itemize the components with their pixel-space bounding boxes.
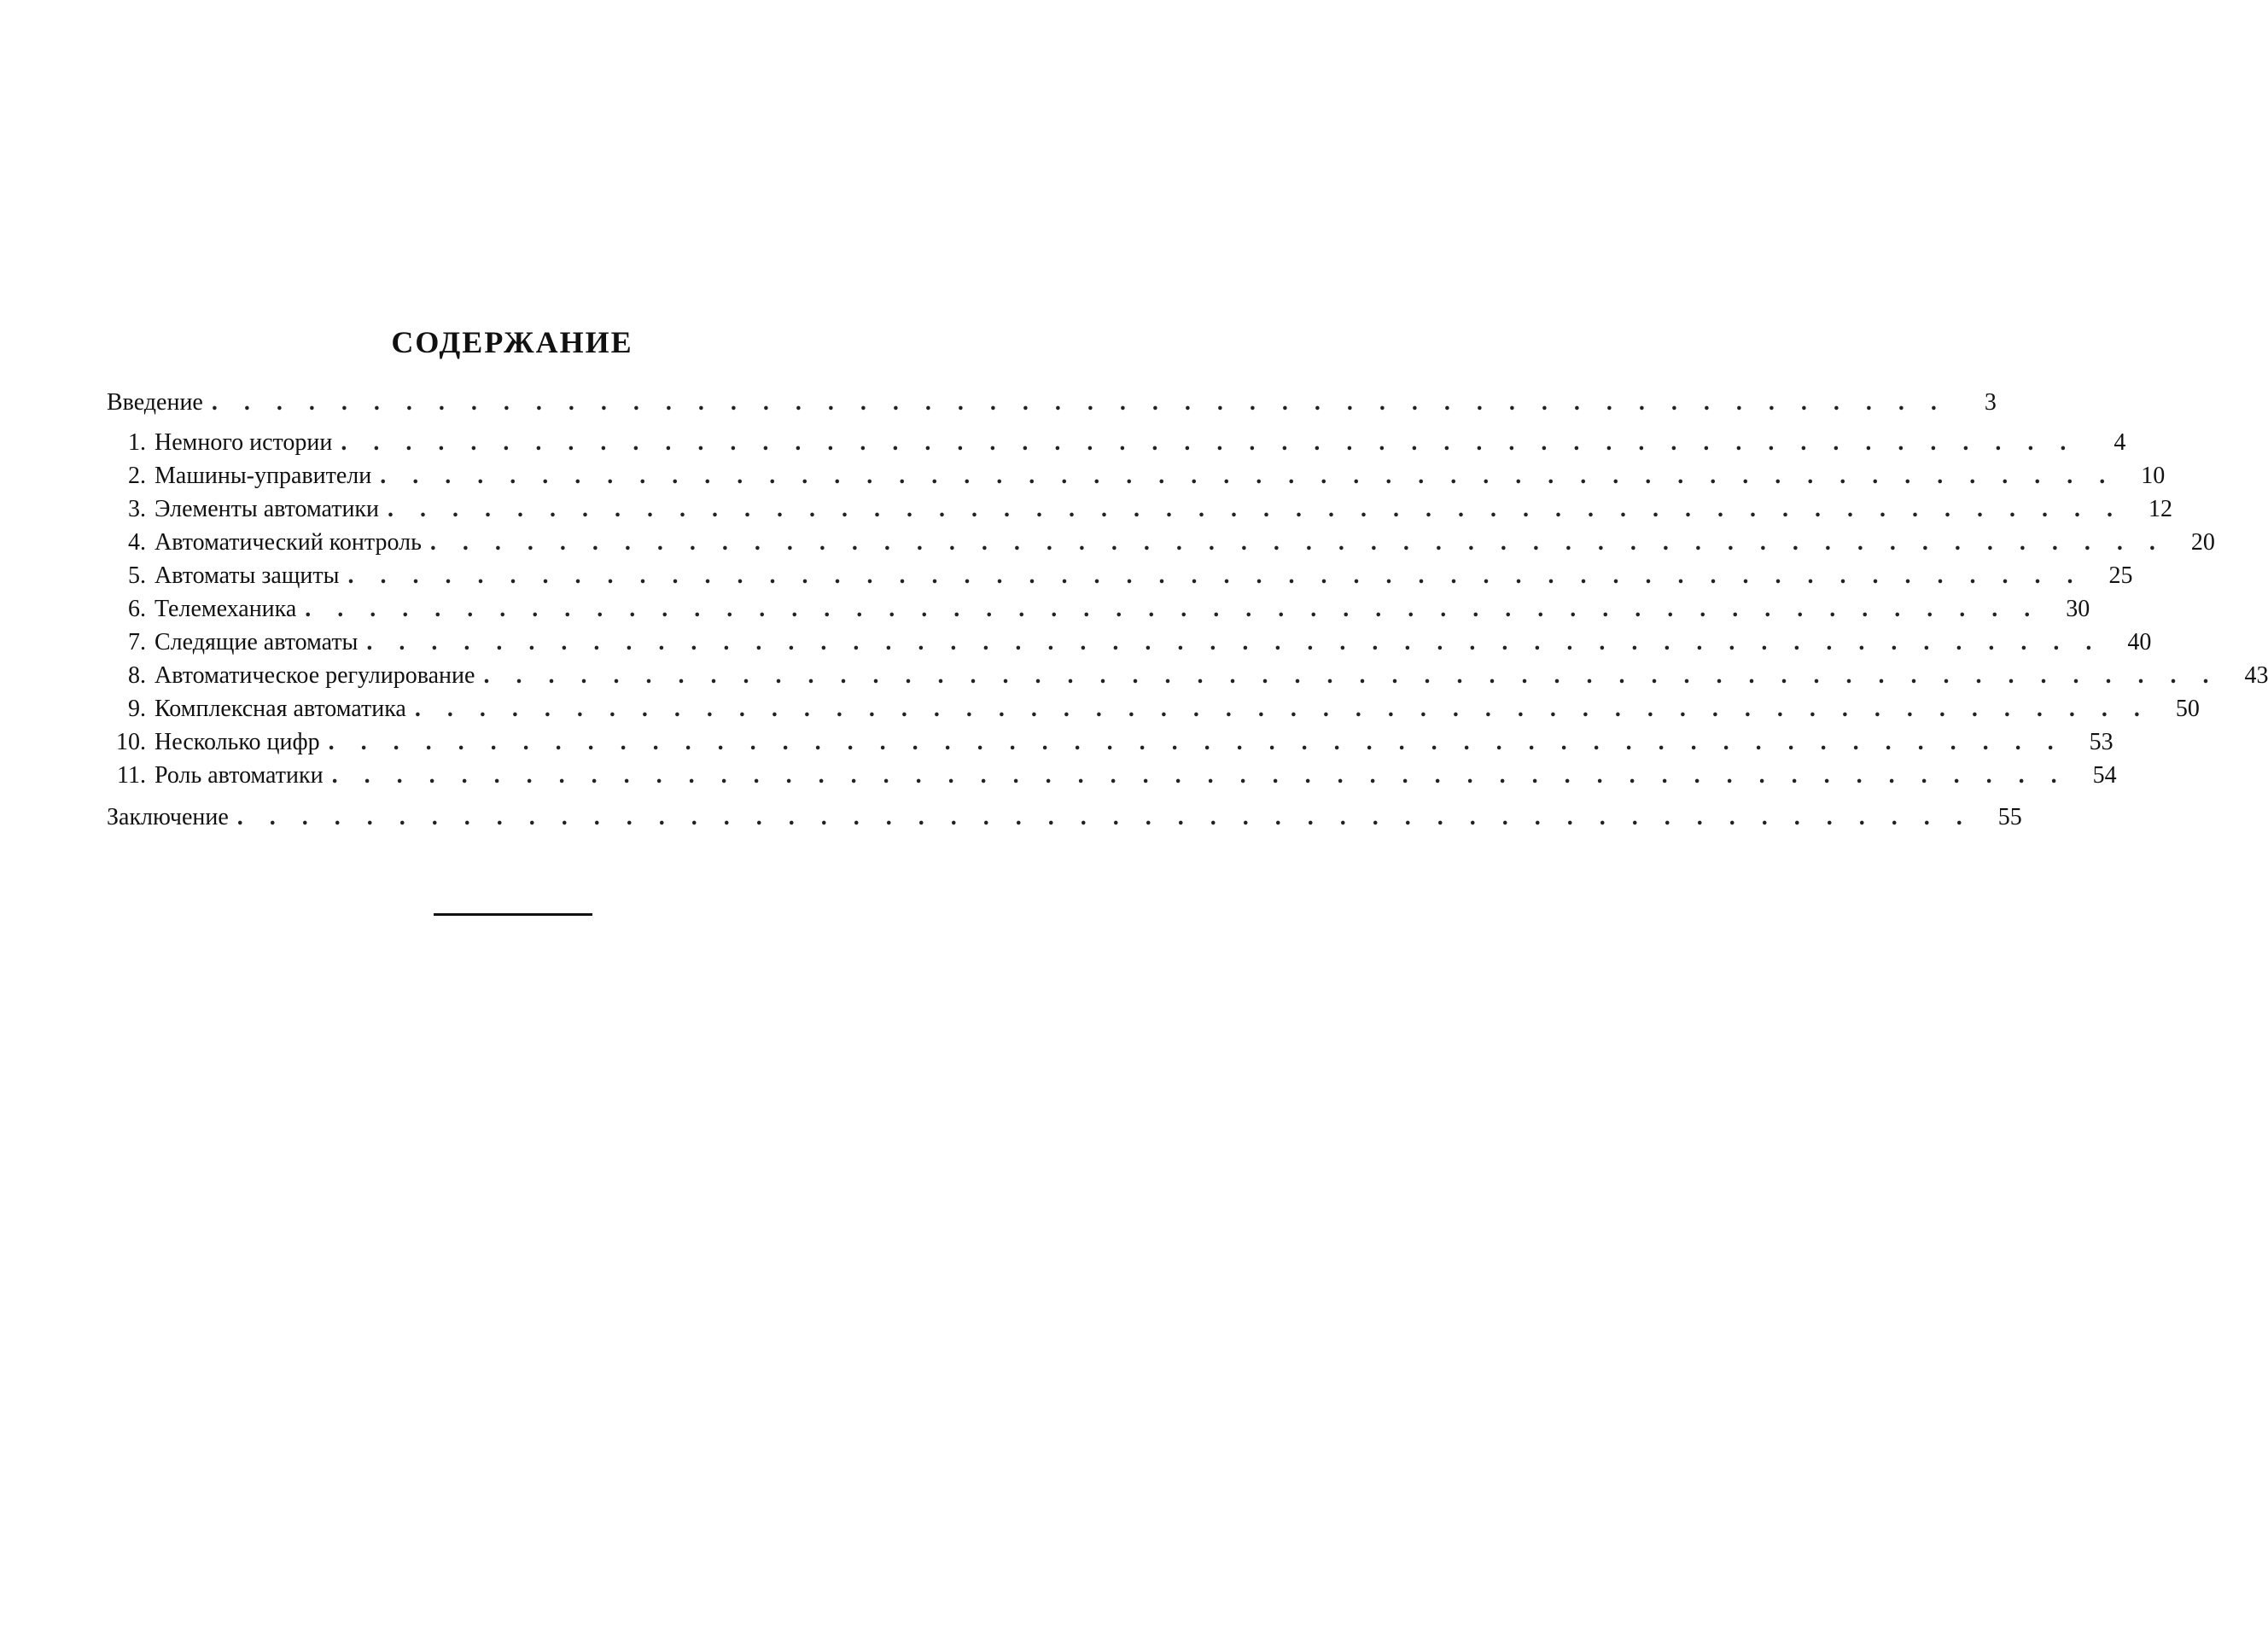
toc-entry-page: 54 <box>2092 762 2117 789</box>
toc-entry-page: 10 <box>2141 463 2166 489</box>
page-title: СОДЕРЖАНИЕ <box>391 325 633 359</box>
dot-leader: . . . . . . . . . . . . . . . . . . . . . . . . . . . . . . . . . . . . . . . . . . . . . . . . . . . . . . <box>305 596 2041 622</box>
closing-rule <box>434 913 592 916</box>
toc-entry-label: Комплексная автоматика <box>155 696 406 722</box>
dot-leader: . . . . . . . . . . . . . . . . . . . . . . . . . . . . . . . . . . . . . . . . . . . . . . . . . . . . . . <box>236 804 1973 830</box>
toc-entry-number: 9. <box>128 696 146 722</box>
dot-leader: . . . . . . . . . . . . . . . . . . . . . . . . . . . . . . . . . . . . . . . . . . . . . . . . . . . . . . <box>388 496 2124 522</box>
toc-entry-label: Заключение <box>107 804 229 830</box>
dot-leader: . . . . . . . . . . . . . . . . . . . . . . . . . . . . . . . . . . . . . . . . . . . . . . . . . . . . . . <box>380 463 2116 489</box>
toc-entry-number: 4. <box>128 529 146 556</box>
toc-entry-page: 53 <box>2089 729 2113 755</box>
toc-entry-page: 55 <box>1997 804 2022 830</box>
toc-entry-number: 3. <box>128 496 146 522</box>
toc-entry-label: Введение <box>107 389 203 416</box>
toc-entry-number: 1. <box>128 429 146 456</box>
toc-entry-page: 50 <box>2175 696 2200 722</box>
toc-entry <box>107 559 2133 592</box>
toc-entry-label: Несколько цифр <box>155 729 320 755</box>
toc-entry <box>107 526 2215 559</box>
toc-entry-label: Немного истории <box>155 429 333 456</box>
toc-entry-intro <box>107 386 1997 419</box>
dot-leader: . . . . . . . . . . . . . . . . . . . . . . . . . . . . . . . . . . . . . . . . . . . . . . . . . . . . . . <box>414 696 2150 722</box>
toc-entry <box>107 659 2268 692</box>
toc-entry <box>107 592 2090 626</box>
toc-entry-page: 3 <box>1984 389 1997 416</box>
toc-entry <box>107 459 2166 492</box>
toc-entry-label: Элементы автоматики <box>155 496 380 522</box>
toc-entry-conclusion <box>107 801 2022 834</box>
toc-entry-page: 12 <box>2148 496 2173 522</box>
dot-leader: . . . . . . . . . . . . . . . . . . . . . . . . . . . . . . . . . . . . . . . . . . . . . . . . . . . . . . <box>483 662 2219 689</box>
dot-leader: . . . . . . . . . . . . . . . . . . . . . . . . . . . . . . . . . . . . . . . . . . . . . . . . . . . . . . <box>429 529 2166 556</box>
toc-entry-label: Телемеханика <box>155 596 297 622</box>
toc-entry-label: Машины-управители <box>155 463 372 489</box>
dot-leader: . . . . . . . . . . . . . . . . . . . . . . . . . . . . . . . . . . . . . . . . . . . . . . . . . . . . . . <box>347 562 2084 589</box>
dot-leader: . . . . . . . . . . . . . . . . . . . . . . . . . . . . . . . . . . . . . . . . . . . . . . . . . . . . . . <box>211 389 1947 416</box>
toc-entry <box>107 725 2113 759</box>
toc-entry <box>107 626 2152 659</box>
toc-entry-page: 20 <box>2190 529 2215 556</box>
toc-entry-label: Роль автоматики <box>155 762 324 789</box>
toc-entry <box>107 692 2200 725</box>
toc-entry-label: Автоматическое регулирование <box>155 662 475 689</box>
toc-entry-number: 10. <box>116 729 146 755</box>
toc-entry <box>107 426 2126 459</box>
toc-entry <box>107 492 2173 526</box>
toc-entry-number: 8. <box>128 662 146 689</box>
toc-entry-number: 11. <box>117 762 146 789</box>
dot-leader: . . . . . . . . . . . . . . . . . . . . . . . . . . . . . . . . . . . . . . . . . . . . . . . . . . . . . . <box>328 729 2064 755</box>
dot-leader: . . . . . . . . . . . . . . . . . . . . . . . . . . . . . . . . . . . . . . . . . . . . . . . . . . . . . . <box>366 629 2102 655</box>
dot-leader: . . . . . . . . . . . . . . . . . . . . . . . . . . . . . . . . . . . . . . . . . . . . . . . . . . . . . . <box>331 762 2067 789</box>
toc-entry-page: 30 <box>2066 596 2090 622</box>
toc-entry-number: 7. <box>128 629 146 655</box>
toc-entry-label: Автоматы защиты <box>155 562 340 589</box>
toc-entry-page: 43 <box>2244 662 2268 689</box>
toc-entry-number: 5. <box>128 562 146 589</box>
toc-entry-page: 4 <box>2113 429 2126 456</box>
toc-entry <box>107 759 2117 792</box>
toc-entry-label: Автоматический контроль <box>155 529 422 556</box>
dot-leader: . . . . . . . . . . . . . . . . . . . . . . . . . . . . . . . . . . . . . . . . . . . . . . . . . . . . . . <box>341 429 2077 456</box>
toc-entry-label: Следящие автоматы <box>155 629 359 655</box>
toc-entry-page: 40 <box>2127 629 2152 655</box>
toc-entry-number: 2. <box>128 463 146 489</box>
toc-entry-number: 6. <box>128 596 146 622</box>
toc-entry-page: 25 <box>2108 562 2133 589</box>
table-of-contents <box>107 386 2268 834</box>
